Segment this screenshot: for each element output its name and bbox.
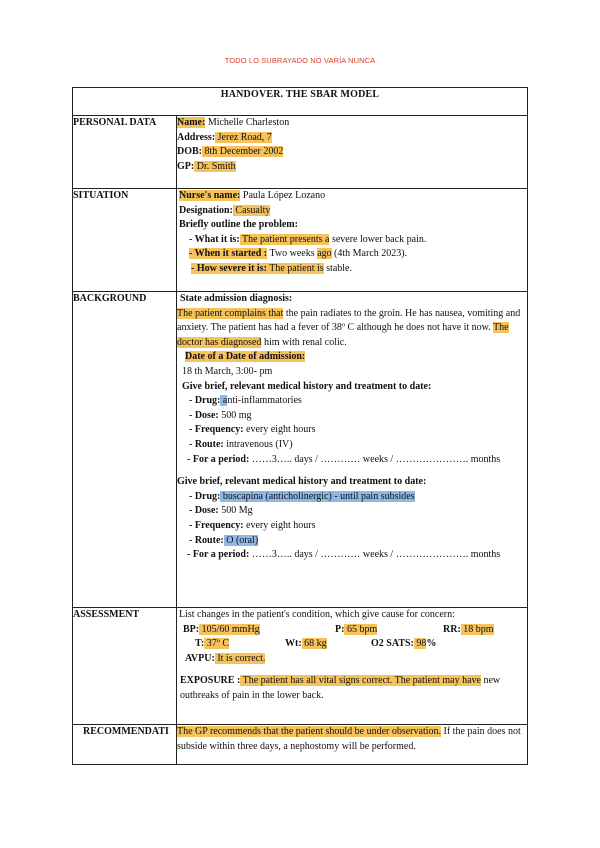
drug-2: - Drug: buscapina (anticholinergic) - until pain subsides [189, 490, 415, 502]
weight-vital: Wt: 68 kg [285, 638, 327, 650]
row-recommendation [73, 725, 528, 765]
period-1: - For a period: ……3….. days / ………… weeks / …………………. months [187, 453, 501, 465]
name-line: Name: Michelle Charleston [177, 117, 290, 128]
history-title-1: Give brief, relevant medical history and treatment to date: [182, 380, 432, 392]
dob-line: DOB: 8th December 2002 [177, 146, 284, 158]
how-line: - How severe it is: The patient is stable. [191, 262, 352, 274]
label-situation: SITUATION [73, 189, 177, 292]
gp-line: GP: Dr. Smith [177, 160, 236, 172]
state-title: State admission diagnosis: [180, 293, 293, 304]
route-1: - Route: intravenous (IV) [189, 438, 293, 450]
dose-2: - Dose: 500 Mg [189, 505, 253, 517]
avpu-line: AVPU: It is correct. [185, 652, 266, 664]
row-personal-data [73, 116, 528, 189]
vitals-line-2 [179, 637, 527, 652]
frequency-2: - Frequency: every eight hours [189, 519, 316, 531]
label-personal-data: PERSONAL DATA [73, 116, 177, 189]
recommendation-text: The GP recommends that the patient should be under observation. If the pain does not subside within three days, a nephostomy will be performed. [177, 726, 521, 752]
background-paragraph: The patient complains that the pain radiates to the groin. He has nausea, vomiting and anxiety. The patient has had a fever of 38º C although he does not have it now. The doctor has diagnosed him with renal colic. [177, 307, 521, 348]
row-background [73, 292, 528, 608]
bp-vital: BP: 105/60 mmHg [183, 623, 260, 635]
when-line: - When it started : Two weeks ago (4th March 2023). [189, 248, 408, 260]
label-assessment: ASSESSMENT [73, 608, 177, 725]
row-situation [73, 189, 528, 292]
history-title-2: Give brief, relevant medical history and treatment to date: [177, 476, 427, 488]
route-2: - Route: O (oral) [189, 534, 259, 546]
o2-sats-vital: O2 SATS: 98% [371, 638, 437, 650]
period-2: - For a period: ……3….. days / ………… weeks / …………………. months [187, 549, 501, 561]
date-title: Date of a Date of admission: [185, 351, 306, 363]
sbar-table [72, 87, 528, 765]
date-value: 18 th March, 3:00- pm [182, 365, 273, 377]
assessment-content [177, 608, 528, 725]
dose-1: - Dose: 500 mg [189, 409, 252, 421]
pulse-vital: P: 65 bpm [335, 623, 378, 635]
frequency-1: - Frequency: every eight hours [189, 424, 316, 436]
recommendation-content [177, 725, 528, 765]
temperature-vital: T: 37º C [195, 638, 230, 650]
background-content [177, 292, 528, 608]
rr-vital: RR: 18 bpm [443, 623, 494, 635]
label-background: BACKGROUND [73, 292, 177, 608]
drug-1: - Drug: anti-inflammatories [189, 395, 302, 407]
assessment-intro: List changes in the patient's condition, which give cause for concern: [179, 609, 455, 620]
label-recommendation: RECOMMENDATI [73, 725, 177, 765]
vitals-line-1 [179, 623, 527, 638]
row-assessment [73, 608, 528, 725]
what-line: - What it is: The patient presents a severe lower back pain. [189, 233, 427, 245]
address-line: Address: Jerez Road, 7 [177, 131, 272, 143]
designation-line: Designation: Casualty [179, 204, 271, 216]
table-title: HANDOVER. THE SBAR MODEL [73, 88, 528, 116]
outline-line: Briefly outline the problem: [179, 219, 298, 231]
situation-content [177, 189, 528, 292]
nurse-line: Nurse's name: Paula López Lozano [179, 190, 326, 201]
personal-content [177, 116, 528, 189]
exposure-line: EXPOSURE : The patient has all vital signs correct. The patient may have new outbreaks of pain in the lower back. [180, 675, 501, 701]
header-note: TODO LO SUBRAYADO NO VARÍA NUNCA [224, 56, 376, 65]
